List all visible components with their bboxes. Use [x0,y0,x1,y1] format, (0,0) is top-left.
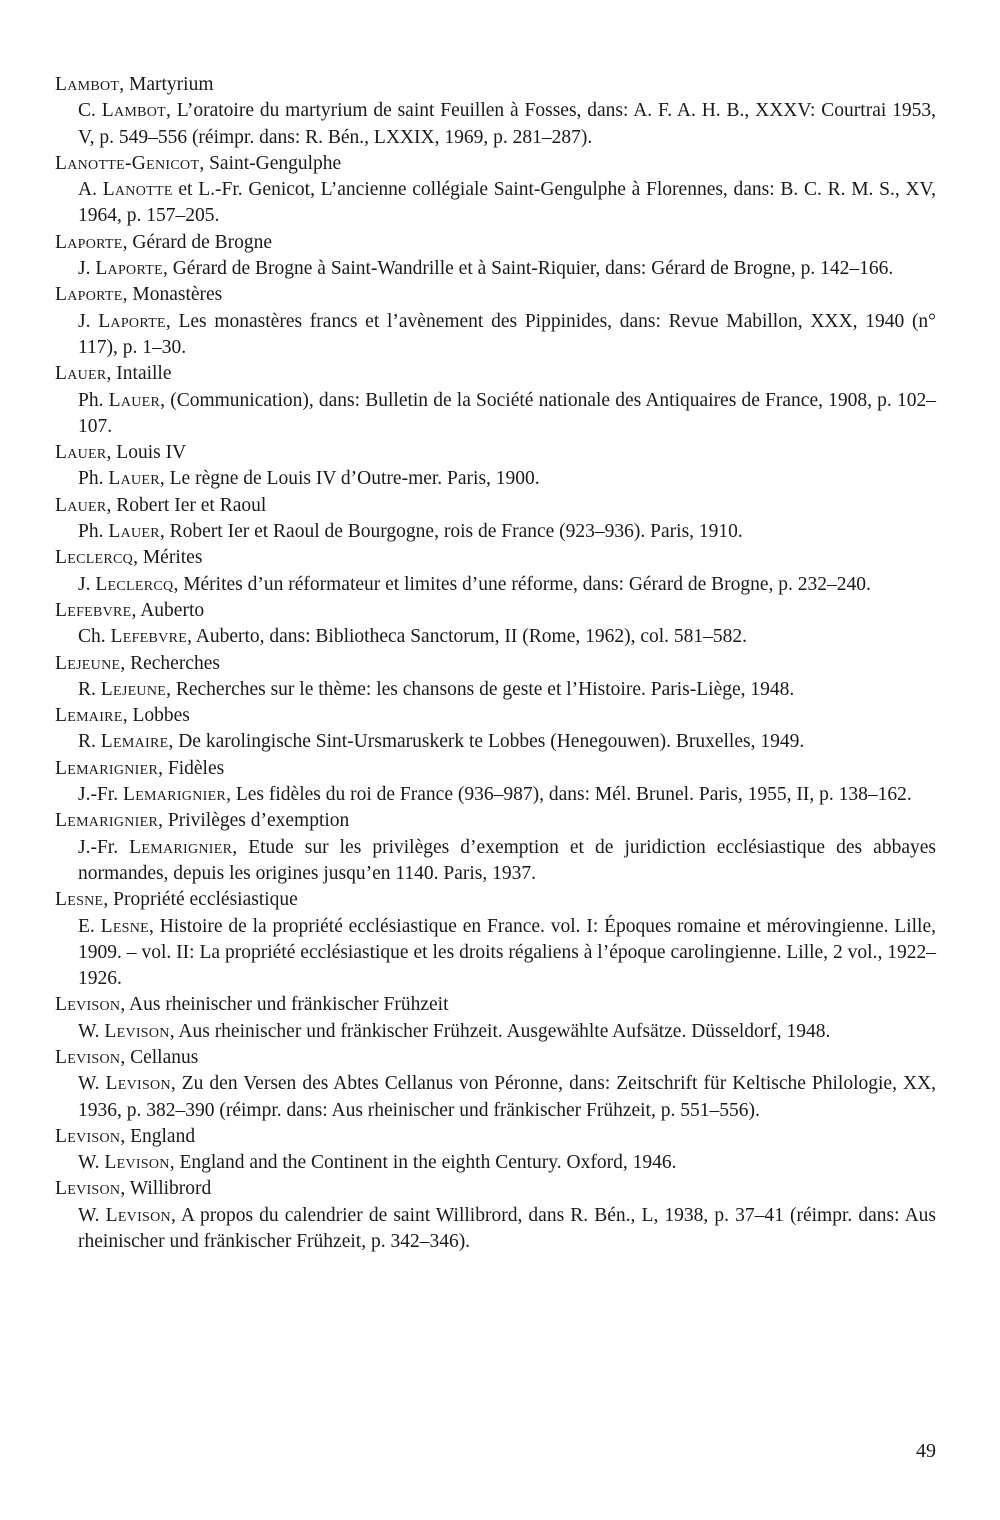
entry-reference [78,519,936,545]
bibliography-entry [55,992,936,1045]
entry-key-author: Levison [55,1125,121,1147]
reference-author: Lefebvre [110,626,188,648]
reference-initials: R. [78,731,101,753]
entry-key-short-title: , Robert Ier et Raoul [106,494,267,516]
entry-reference [78,466,936,492]
reference-text: , Gérard de Brogne à Saint-Wandrille et à Saint-Riquier, dans: Gérard de Brogne, p. 142–166. [162,258,894,280]
entry-reference [78,782,936,808]
reference-initials: Ch. [78,626,111,648]
entry-reference [78,624,936,650]
reference-initials: J. [78,573,96,595]
reference-initials: W. [78,1152,105,1174]
bibliography-entry [55,808,936,887]
entry-key [55,651,936,677]
reference-text: , Etude sur les privilèges d’exemption et de juridiction ecclésiastique des abbayes normandes, depuis les origines jusqu’en 1140. Paris, 1937. [78,836,936,884]
entry-reference [78,256,936,282]
entry-key [55,151,936,177]
entry-key-author: Levison [55,994,121,1016]
reference-initials: W. [78,1204,106,1226]
bibliography-entry [55,1124,936,1177]
bibliography-entry [55,756,936,809]
entry-key-short-title: , Propriété ecclésiastique [103,889,298,911]
reference-text: , Les fidèles du roi de France (936–987), dans: Mél. Brunel. Paris, 1955, II, p. 138–162. [226,784,912,806]
entry-reference [78,572,936,598]
entry-key [55,230,936,256]
entry-key [55,1045,936,1071]
entry-key-short-title: , Fidèles [158,757,225,779]
reference-initials: J.-Fr. [78,784,123,806]
entry-key [55,72,936,98]
bibliography-entry [55,545,936,598]
reference-initials: J. [78,310,99,332]
entry-key-author: Lemarignier [55,757,159,779]
entry-key-author: Lanotte-Genicot [55,152,200,174]
reference-author: Levison [105,1073,171,1095]
reference-text: , A propos du calendrier de saint Willibrord, dans R. Bén., L, 1938, p. 37–41 (réimpr. dans: Aus rheinischer und fränkischer Frühzeit, p. 342–346). [78,1204,936,1253]
entry-key [55,361,936,387]
reference-initials: R. [78,678,101,700]
reference-text: , Aus rheinischer und fränkischer Frühzeit. Ausgewählte Aufsätze. Düsseldorf, 1948. [169,1020,831,1042]
reference-author: Lemarignier [129,836,233,858]
entry-key-short-title: , Mérites [133,547,203,569]
entry-reference [78,98,936,151]
reference-initials: J. [78,258,96,280]
entry-key [55,493,936,519]
entry-key-author: Lefebvre [55,599,132,621]
entry-reference [78,1203,936,1256]
reference-initials: W. [78,1073,106,1095]
reference-author: Levison [104,1152,170,1174]
reference-text: , De karolingische Sint-Ursmaruskerk te Lobbes (Henegouwen). Bruxelles, 1949. [168,731,805,753]
bibliography-entry [55,1176,936,1255]
entry-key-author: Lemaire [55,705,123,727]
entry-key-short-title: , Privilèges d’exemption [158,810,350,832]
entry-reference [78,1019,936,1045]
entry-key-author: Levison [55,1178,121,1200]
reference-author: Lauer [108,389,161,411]
entry-key [55,756,936,782]
bibliography-entry [55,493,936,546]
entry-key-short-title: , Intaille [106,363,172,385]
entry-reference [78,835,936,888]
reference-initials: Ph. [78,521,109,543]
reference-author: Levison [105,1204,171,1226]
entry-key-short-title: , Cellanus [120,1046,199,1068]
reference-text: , England and the Continent in the eighth Century. Oxford, 1946. [169,1152,677,1174]
entry-reference [78,1150,936,1176]
entry-key-short-title: , Auberto [131,599,205,621]
reference-initials: W. [78,1020,105,1042]
reference-author: Laporte [95,258,163,280]
bibliography-entry [55,598,936,651]
reference-author: Lemarignier [122,784,227,806]
reference-initials: E. [78,915,101,937]
entry-key-author: Laporte [55,231,123,253]
entry-key [55,598,936,624]
bibliography-list [55,72,936,1255]
entry-key-author: Lemarignier [55,810,159,832]
entry-key [55,282,936,308]
entry-reference [78,1071,936,1124]
entry-reference [78,177,936,230]
entry-key [55,440,936,466]
reference-text: , (Communication), dans: Bulletin de la Société nationale des Antiquaires de France, 1908, p. 102–107. [78,389,936,437]
entry-reference [78,677,936,703]
reference-initials: A. [78,179,103,201]
reference-author: Lauer [108,521,160,543]
reference-text: , Auberto, dans: Bibliotheca Sanctorum, II (Rome, 1962), col. 581–582. [187,626,748,648]
entry-key [55,1176,936,1202]
bibliography-entry [55,230,936,283]
reference-text: , Robert Ier et Raoul de Bourgogne, rois de France (923–936). Paris, 1910. [159,521,743,543]
bibliography-entry [55,440,936,493]
entry-key-author: Lambot [55,74,120,95]
reference-text: , Zu den Versen des Abtes Cellanus von Péronne, dans: Zeitschrift für Keltische Philologie, XX, 1936, p. 382–390 (réimpr. dans: Aus rheinischer und fränkischer Frühzeit, p. 551–556). [78,1073,936,1121]
reference-initials: Ph. [78,389,109,411]
entry-reference [78,388,936,441]
entry-key-short-title: , Saint-Gengulphe [199,152,342,174]
entry-key-author: Lauer [55,442,107,464]
entry-key-short-title: , England [120,1125,196,1147]
entry-key-short-title: , Martyrium [119,74,214,95]
reference-author: Lemaire [100,731,169,753]
reference-author: Lambot [101,100,167,122]
reference-initials: Ph. [78,468,109,490]
reference-author: Lesne [100,915,150,937]
reference-author: Levison [104,1020,170,1042]
entry-key-author: Leclercq [55,547,134,569]
entry-key-short-title: , Willibrord [120,1178,212,1200]
entry-key-author: Lejeune [55,652,121,674]
entry-key-author: Lauer [55,363,107,385]
entry-reference [78,309,936,362]
reference-text: , Les monastères francs et l’avènement des Pippinides, dans: Revue Mabillon, XXX, 1940 (n° 117), p. 1–30. [78,310,936,358]
entry-key [55,703,936,729]
entry-key [55,992,936,1018]
reference-author: Leclercq [95,573,174,595]
entry-reference [78,914,936,993]
entry-key-short-title: , Gérard de Brogne [122,231,273,253]
bibliography-entry [55,282,936,361]
entry-key-short-title: , Louis IV [106,442,187,464]
entry-key-author: Levison [55,1046,121,1068]
entry-key-short-title: , Recherches [120,652,220,674]
entry-key [55,545,936,571]
reference-text: , L’oratoire du martyrium de saint Feuillen à Fosses, dans: A. F. A. H. B., XXXV: Courtrai 1953, V, p. 549–556 (réimpr. dans: R. Bén., LXXIX, 1969, p. 281–287). [78,100,936,148]
bibliography-entry [55,703,936,756]
bibliography-entry [55,72,936,151]
reference-author: Lanotte [102,179,173,201]
reference-text: et L.-Fr. Genicot, L’ancienne collégiale Saint-Gengulphe à Florennes, dans: B. C. R. M. S., XV, 1964, p. 157–205. [78,179,936,227]
bibliography-entry [55,151,936,230]
bibliography-entry [55,1045,936,1124]
entry-reference [78,729,936,755]
reference-author: Lauer [108,468,160,490]
reference-text: , Mérites d’un réformateur et limites d’une réforme, dans: Gérard de Brogne, p. 232–240. [173,573,871,595]
bibliography-entry [55,887,936,992]
reference-text: , Recherches sur le thème: les chansons de geste et l’Histoire. Paris-Liège, 1948. [166,678,795,700]
entry-key-short-title: , Lobbes [122,705,190,727]
entry-key-author: Lesne [55,889,104,911]
reference-text: , Histoire de la propriété ecclésiastique en France. vol. I: Époques romaine et mérovingienne. Lille, 1909. – vol. II: La propriété ecclésiastique et les droits régaliens à l’époque carolingienne. Lille, 2 vol., 1922–1926. [78,915,936,990]
reference-author: Lejeune [100,678,167,700]
reference-initials: J.-Fr. [78,836,130,858]
reference-text: , Le règne de Louis IV d’Outre-mer. Paris, 1900. [159,468,540,490]
entry-key [55,887,936,913]
reference-initials: C. [78,100,102,122]
reference-author: Laporte [98,310,166,332]
entry-key [55,808,936,834]
entry-key-short-title: , Monastères [122,284,223,306]
entry-key-author: Laporte [55,284,123,306]
entry-key-author: Lauer [55,494,107,516]
bibliography-entry [55,651,936,704]
page-number: 49 [916,1440,936,1462]
bibliography-entry [55,361,936,440]
entry-key-short-title: , Aus rheinischer und fränkischer Frühzeit [120,994,449,1016]
entry-key [55,1124,936,1150]
